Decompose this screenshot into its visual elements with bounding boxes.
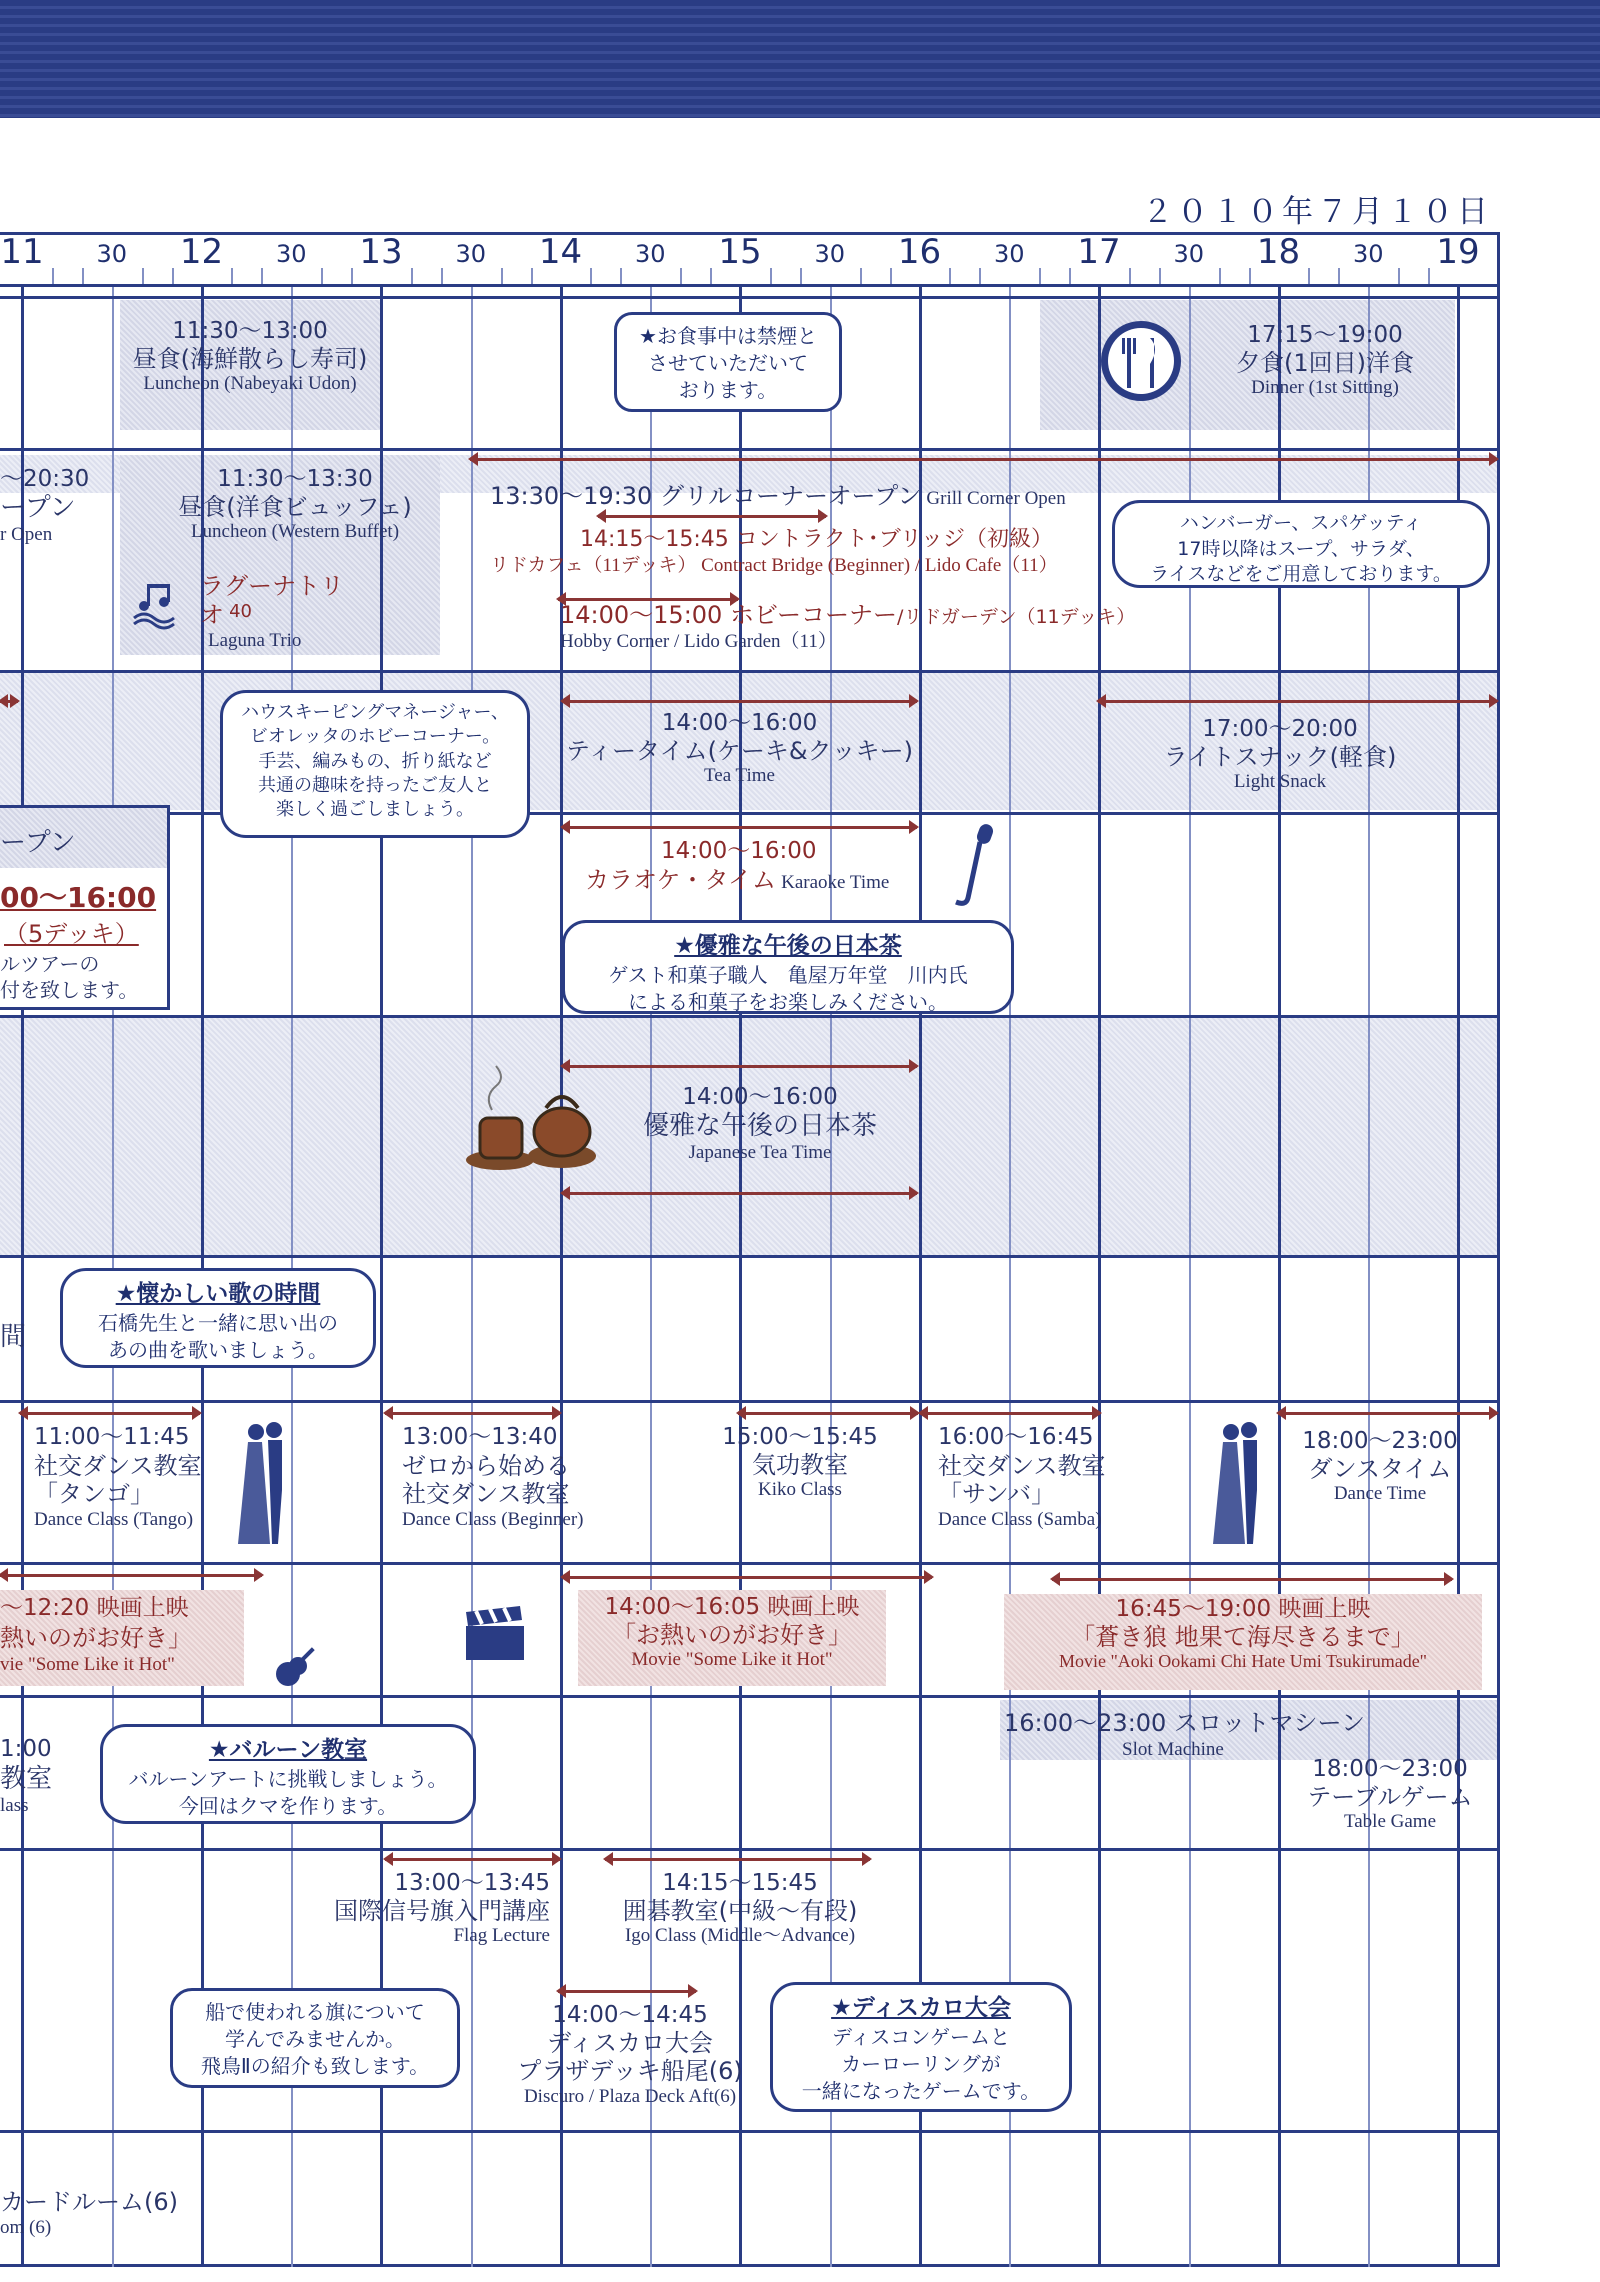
beginner-subtitle: 社交ダンス教室 [402,1480,570,1509]
minute-tick [1249,268,1251,284]
dinner-time: 17:15〜19:00 [1247,322,1403,348]
card-room-english: om (6) [0,2216,52,2238]
jtea-note-title: ★優雅な午後の日本茶 [674,933,902,959]
dinner-english: Dinner (1st Sitting) [1251,377,1399,399]
karaoke-title: カラオケ・タイム [585,865,777,894]
hamburger-note: ハンバーガー、スパゲッティ 17時以降はスープ、サラダ、 ライスなどをご用意しております。 [1112,500,1490,588]
discuro-time: 14:00〜14:45 [552,2002,708,2028]
hour-gridline [560,284,563,2267]
left-mid-text: 間 [0,1322,27,1352]
tango-subtitle: 「タンゴ」 [34,1480,154,1509]
movie2-english: Movie "Some Like it Hot" [631,1649,833,1671]
beginner-title: ゼロから始める [402,1451,570,1480]
minute-tick [1069,268,1071,284]
balloon-note-body: バルーンアートに挑戦しましょう。 今回はクマを作ります。 [128,1767,448,1819]
left-box-line4: ルツアーの [0,952,100,976]
kiko-title: 気功教室 [752,1451,848,1480]
lunch1-title: 昼食(海鮮散らし寿司) [132,345,368,374]
kiko-arrow [738,1412,918,1415]
flag-english: Flag Lecture [453,1925,550,1947]
movie1-title: 熱いのがお好き」 [0,1623,192,1652]
snack-arrow [1098,700,1497,703]
housekeeping-note: ハウスキーピングマネージャー、 ビオレッタのホビーコーナー。 手芸、編みもの、折り紙など 共通の趣味を持ったご友人と 楽しく過ごしましょう。 [220,690,530,838]
clapperboard-icon [462,1604,528,1664]
dancers-icon [230,1420,300,1550]
hobby-event [560,600,1135,654]
samba-arrow [920,1412,1100,1415]
minute-tick [321,268,323,284]
slot-title: 16:00〜23:00 スロットマシーン [1004,1709,1365,1737]
karaoke-time: 14:00〜16:00 [661,838,817,864]
minute-tick [501,268,503,284]
hour-label: 12 [179,232,224,272]
lunch2-time: 11:30〜13:30 [217,466,373,492]
minute-tick [142,268,144,284]
tea-arrow [562,700,917,703]
beginner-english: Dance Class (Beginner) [402,1509,584,1531]
laguna-english: Laguna Trio [208,629,302,651]
schedule-date: ２０１０年７月１０日 [1142,194,1492,230]
dinner-event [1190,322,1460,400]
jtea-arrow [562,1065,917,1068]
left-info-box [0,805,170,1010]
flag-note: 船で使われる旗について 学んでみませんか。 飛鳥Ⅱの紹介も致します。 [170,1988,460,2088]
igo-title: 囲碁教室(中級〜有段) [622,1897,858,1926]
songs-note-body: 石橋先生と一緒に思い出の あの曲を歌いましょう。 [98,1311,338,1363]
discuro-note-body: ディスコンゲームと カーローリングが 一緒になったゲームです。 [801,2025,1041,2104]
minute-tick [590,268,592,284]
hour-gridline [739,284,742,2267]
kiko-event [710,1424,890,1502]
lunch2-title: 昼食(洋食ビュッフェ) [178,493,412,522]
card-room-event [0,2188,178,2240]
hobby-english: Hobby Corner / Lido Garden（11） [560,631,837,652]
dinner-title: 夕食(1回目)洋食 [1236,349,1414,378]
movie3-title: 「蒼き狼 地果て海尽きるまで」 [1071,1623,1415,1652]
hour-gridline [380,284,383,2267]
minute-tick [890,268,892,284]
lunch1-english: Luncheon (Nabeyaki Udon) [143,373,357,395]
teapot-icon [462,1060,602,1180]
flag-event [290,1870,550,1948]
row-separator [0,448,1500,451]
left-box-time: 00〜16:00 [0,881,157,914]
movie2-arrow [562,1576,932,1579]
hour-label: 16 [897,232,942,272]
tea-time: 14:00〜16:00 [661,710,818,736]
jtea-note [562,920,1014,1014]
samba-subtitle: 「サンバ」 [938,1480,1056,1509]
snack-title: ライトスナック(軽食) [1163,743,1397,772]
minute-tick [710,268,712,284]
tea-event [562,710,917,788]
laguna-title: ラグーナトリオ [200,572,344,629]
movie1-arrow [0,1574,262,1577]
samba-event [938,1424,1106,1532]
samba-time: 16:00〜16:45 [938,1424,1094,1450]
bridge-arrow [598,515,826,518]
flag-title: 国際信号旗入門講座 [334,1897,550,1926]
movie3-event [1004,1596,1482,1673]
movie1-time: 〜12:20 映画上映 [0,1595,189,1621]
hour-gridline [919,284,922,2267]
table-title: テーブルゲーム [1307,1783,1473,1812]
igo-english: Igo Class (Middle〜Advance) [624,1925,856,1947]
minute-tick [1398,268,1400,284]
hour-gridline [21,284,24,2267]
jtea-event [610,1084,910,1164]
table-english: Table Game [1343,1811,1437,1833]
minute-tick [620,268,622,284]
row-separator [0,1695,1500,1698]
movie1-english: vie "Some Like it Hot" [0,1653,175,1675]
jtea-arrow-bottom [562,1192,917,1195]
igo-event [600,1870,880,1948]
hour-label: 18 [1256,232,1301,272]
minute-tick [1129,268,1131,284]
beginner-arrow [385,1412,560,1415]
left-balloon-time: 1:00 [0,1736,52,1762]
top-banner [0,0,1600,118]
jtea-time: 14:00〜16:00 [682,1084,838,1110]
discuro-note-title: ★ディスカロ大会 [831,1995,1011,2021]
dance-arrow [1278,1412,1497,1415]
tea-english: Tea Time [704,765,775,787]
movie2-event [578,1594,886,1672]
left-open-title: ープン [0,493,76,524]
lunch2-english: Luncheon (Western Buffet) [190,521,400,543]
hour-label: 11 [0,232,44,272]
bridge-event [490,526,1058,577]
kiko-english: Kiko Class [758,1479,842,1501]
minute-tick [351,268,353,284]
minute-tick [411,268,413,284]
bridge-location: リドカフェ（11デッキ） Contract Bridge (Beginner) / Lido Cafe（11） [490,554,1058,576]
flag-time: 13:00〜13:45 [394,1870,550,1896]
snack-event [1110,716,1450,794]
fork-knife-icon [1098,318,1184,404]
snack-time: 17:00〜20:00 [1202,716,1358,742]
no-smoking-note: ★お食事中は禁煙と させていただいて おります。 [614,312,842,412]
slot-english: Slot Machine [1122,1739,1224,1760]
flag-arrow [385,1858,560,1861]
hour-gridline [1098,284,1101,2267]
minute-tick [441,268,443,284]
lunch2-event [150,466,440,544]
row-separator [0,1400,1500,1403]
minute-tick [1039,268,1041,284]
hour-label: 15 [718,232,762,272]
minute-tick [1428,268,1430,284]
minute-tick [860,268,862,284]
minute-tick [261,268,263,284]
hobby-location: /リドガーデン（11デッキ） [897,606,1136,628]
karaoke-event [585,838,889,894]
microphone-icon [948,818,998,910]
half-hour-label: 30 [275,240,307,268]
laguna-event [200,572,360,652]
hobby-title: 14:00〜15:00 ホビーコーナー [560,601,897,629]
half-hour-label: 30 [455,240,487,268]
left-open-event [0,466,110,546]
minute-tick [770,268,772,284]
jtea-title: 優雅な午後の日本茶 [642,1111,877,1142]
row-separator [0,1848,1500,1851]
grill-english: Grill Corner Open [926,488,1066,509]
minute-tick [531,268,533,284]
tango-time: 11:00〜11:45 [34,1424,190,1450]
tango-event [34,1424,202,1532]
tea-title: ティータイム(ケーキ&クッキー) [565,737,914,766]
half-hour-gridline [830,284,832,2267]
half-hour-label: 30 [814,240,846,268]
igo-time: 14:15〜15:45 [662,1870,818,1896]
dance-time: 18:00〜23:00 [1302,1428,1458,1454]
slot-event [1004,1708,1365,1762]
half-hour-label: 30 [96,240,128,268]
minute-tick [1338,268,1340,284]
kiko-time: 15:00〜15:45 [722,1424,878,1450]
row-separator [0,2130,1500,2133]
left-open-time: 〜20:30 [0,466,90,492]
discuro-arrow [558,1990,696,1993]
left-box-location: （5デッキ） [4,920,139,948]
discuro-note [770,1982,1072,2112]
movie3-time: 16:45〜19:00 映画上映 [1115,1596,1371,1622]
left-box-title: ープン [0,828,76,858]
minute-tick [800,268,802,284]
minute-tick [231,268,233,284]
hour-label: 14 [538,232,583,272]
minute-tick [949,268,951,284]
samba-title: 社交ダンス教室 [938,1451,1106,1480]
balloon-note-title: ★バルーン教室 [208,1737,368,1763]
discuro-location: プラザデッキ船尾(6) [517,2057,743,2086]
movie2-time: 14:00〜16:05 映画上映 [604,1594,860,1620]
karaoke-arrow [562,826,917,829]
grill-title: 13:30〜19:30 グリルコーナーオープン [490,482,922,510]
discuro-event [500,2002,760,2108]
row-separator [0,1255,1500,1258]
dance-title: ダンスタイム [1308,1455,1452,1484]
balloon-note [100,1724,476,1824]
bridge-title: 14:15〜15:45 コントラクト･ブリッジ（初級） [580,527,1054,552]
dancers-icon [1205,1420,1275,1550]
timeline-baseline [0,284,1497,287]
hour-label: 17 [1077,232,1121,272]
hour-label: 19 [1436,232,1480,272]
dance-event [1290,1428,1470,1506]
grill-event [490,476,1066,511]
half-hour-gridline [471,284,473,2267]
beginner-event [402,1424,584,1532]
half-hour-label: 30 [1173,240,1205,268]
minute-tick [979,268,981,284]
row-separator [0,1562,1500,1565]
movie3-arrow [1052,1578,1452,1581]
snack-english: Light Snack [1233,771,1327,793]
left-balloon-event [0,1736,52,1818]
lunch1-time: 11:30〜13:00 [172,318,328,344]
hour-label: 13 [359,232,403,272]
card-room-title: カードルーム(6) [0,2188,178,2216]
beginner-time: 13:00〜13:40 [402,1424,558,1450]
left-open-english: r Open [0,523,53,545]
table-event [1300,1756,1480,1834]
jtea-english: Japanese Tea Time [688,1141,832,1163]
igo-arrow [605,1858,870,1861]
half-hour-label: 30 [634,240,666,268]
minute-tick [1159,268,1161,284]
tango-title: 社交ダンス教室 [34,1451,202,1480]
minute-tick [1219,268,1221,284]
table-time: 18:00〜23:00 [1312,1756,1468,1782]
tango-arrow [20,1412,200,1415]
movie3-english: Movie "Aoki Ookami Chi Hate Umi Tsukirumade" [1058,1651,1428,1672]
songs-note-title: ★懐かしい歌の時間 [115,1281,321,1307]
left-balloon-title: 教室 [0,1763,53,1794]
minute-tick [52,268,54,284]
row-separator [0,670,1500,673]
minute-tick [172,268,174,284]
half-hour-gridline [650,284,652,2267]
tango-english: Dance Class (Tango) [34,1509,194,1531]
minute-tick [680,268,682,284]
half-hour-label: 30 [1352,240,1384,268]
left-arrow [0,700,18,703]
discuro-title: ディスカロ大会 [546,2029,714,2058]
minute-tick [82,268,84,284]
samba-english: Dance Class (Samba) [938,1509,1102,1531]
grill-arrow [470,458,1497,461]
jtea-note-body: ゲスト和菓子職人 亀屋万年堂 川内氏 による和菓子をお楽しみください。 [608,963,968,1015]
guitar-icon [272,1630,336,1690]
lunch1-event [120,318,380,396]
movie1-event [0,1594,192,1677]
left-box-line5: 付を致します。 [0,978,139,1002]
songs-note [60,1268,376,1368]
discuro-english: Discuro / Plaza Deck Aft(6) [523,2085,737,2107]
music-notes-icon [130,580,180,630]
half-hour-label: 30 [993,240,1025,268]
half-hour-gridline [1009,284,1011,2267]
dance-english: Dance Time [1333,1483,1427,1505]
minute-tick [1308,268,1310,284]
karaoke-english: Karaoke Time [781,871,890,893]
row-separator [0,296,1500,299]
laguna-number: 40 [229,600,252,622]
left-balloon-english: lass [0,1794,29,1816]
movie2-title: 「お熱いのがお好き」 [612,1621,852,1650]
